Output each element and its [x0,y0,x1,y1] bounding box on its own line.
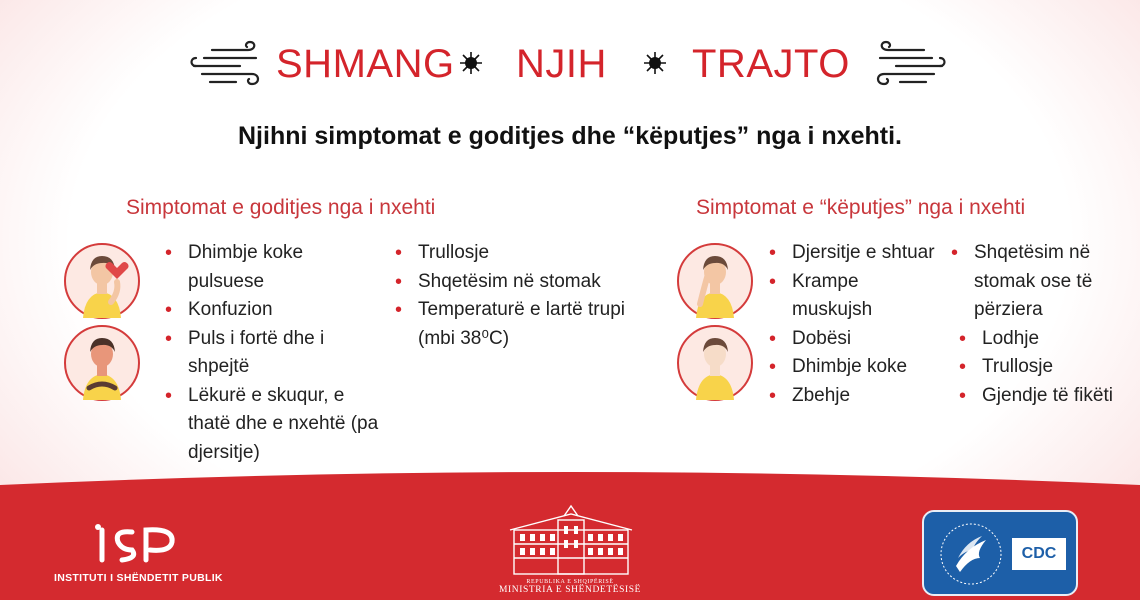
ministry-republic: REPUBLIKA E SHQIPËRISË [526,579,614,585]
isp-logo [92,522,188,564]
list-item: • Shqetësim në stomak [392,268,632,297]
title-word-shmang: SHMANG [276,42,455,86]
list-item: • Puls i fortë dhe i shpejtë [162,325,382,382]
wind-icon [870,40,946,96]
list-item: • Trullosje [956,353,1118,382]
list-item: • Dhimbje koke [766,353,936,382]
woman-dizzy-avatar-icon [676,242,754,320]
title-word-njih: NJIH [516,42,607,86]
isp-name: INSTITUTI I SHËNDETIT PUBLIK [54,572,223,584]
ministry-building-logo [506,500,636,578]
wind-icon [190,40,266,96]
exhaustion-section-title: Simptomat e “këputjes” nga i nxehti [696,196,1026,219]
ministry-label [470,579,670,595]
exhaustion-symptom-list-2 [948,239,1118,410]
sun-icon [644,52,666,74]
list-item: • Zbehje [766,382,936,411]
sun-icon [460,52,482,74]
heatstroke-symptom-list-2 [392,239,632,353]
list-item: • Shqetësim në stomak ose të përziera [948,239,1118,325]
page-subtitle: Njihni simptomat e goditjes dhe “këputjes” nga i nxehti. [238,122,902,150]
heatstroke-symptom-list-1 [162,239,382,467]
header-title-row [190,38,950,98]
heatstroke-section-title: Simptomat e goditjes nga i nxehti [126,196,436,219]
list-item: • Temperaturë e lartë trupi (mbi 38⁰C) [392,296,632,353]
list-item: • Dhimbje koke pulsuese [162,239,382,296]
hhs-eagle-icon [936,518,1006,590]
list-item: • Lodhje [956,325,1118,354]
ministry-name: MINISTRIA E SHËNDETËSISË [498,585,642,595]
list-item: • Krampe muskujsh [766,268,936,325]
cdc-wordmark: CDC [1012,538,1066,570]
list-item: • Trullosje [392,239,632,268]
exhaustion-symptom-list-1 [766,239,936,410]
list-item: • Dobësi [766,325,936,354]
list-item: • Gjendje të fikëti [956,382,1118,411]
list-item: • Djersitje e shtuar [766,239,936,268]
list-item: • Konfuzion [162,296,382,325]
title-word-trajto: TRAJTO [692,42,850,86]
woman-headache-avatar-icon [63,242,141,320]
woman-flushed-avatar-icon [63,324,141,402]
woman-pale-avatar-icon [676,324,754,402]
list-item: • Lëkurë e skuqur, e thatë dhe e nxehtë (pa djersitje) [162,382,382,468]
